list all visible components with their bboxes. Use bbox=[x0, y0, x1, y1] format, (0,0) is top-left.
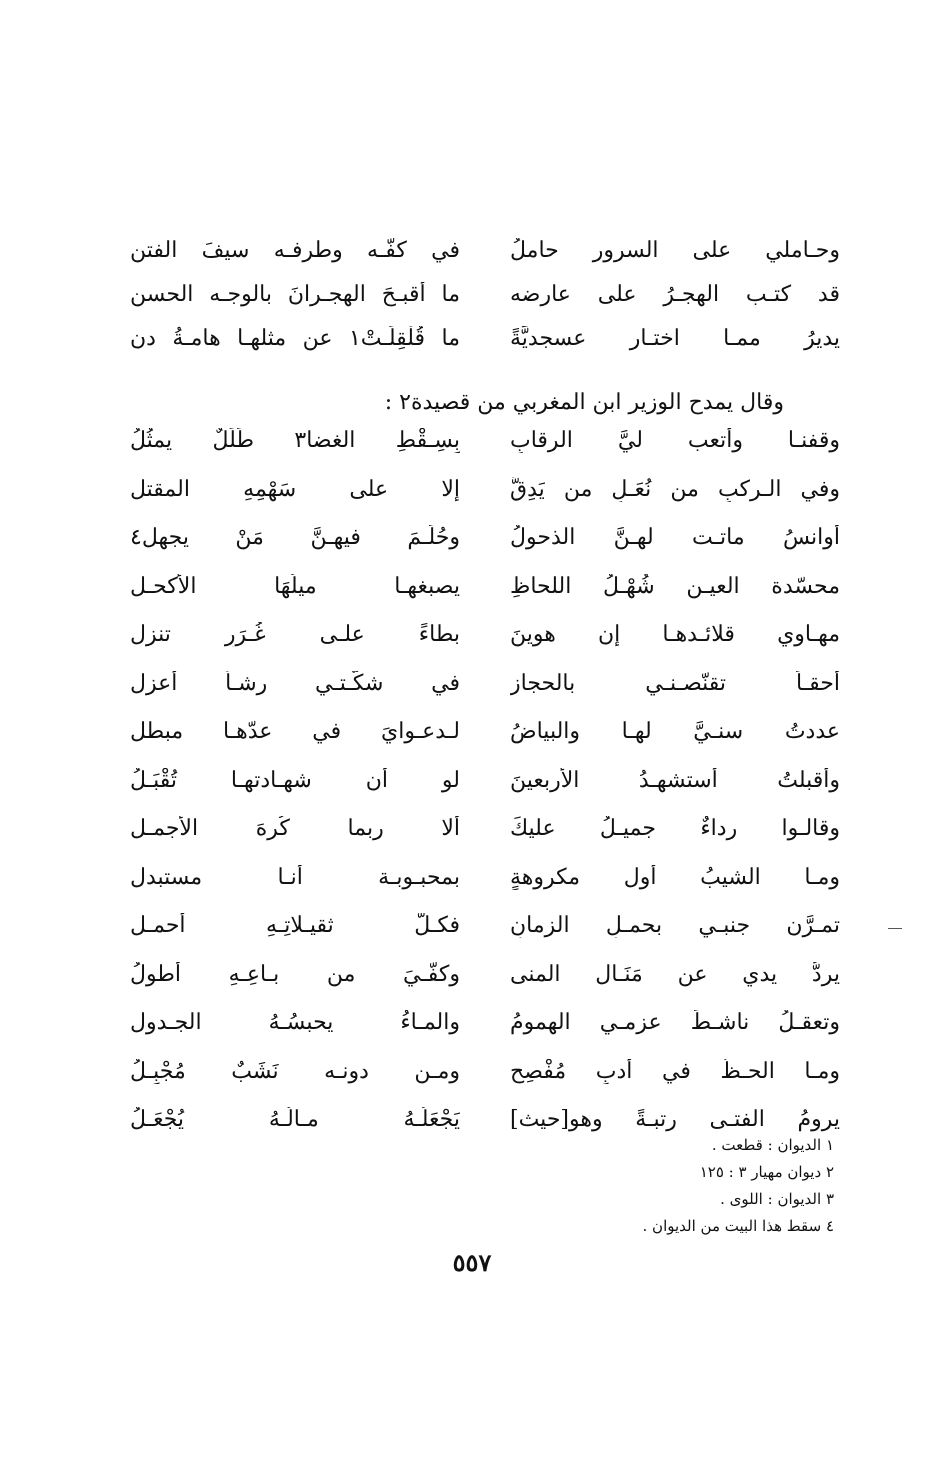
verse-group-2 bbox=[130, 428, 840, 1156]
verse-first-hemistich: يديرُ ممـا اختـار عسجديَّةً bbox=[510, 326, 840, 351]
footnotes bbox=[643, 1132, 834, 1240]
verse-line bbox=[130, 865, 840, 914]
verse-line bbox=[130, 1010, 840, 1059]
verse-second-hemistich: ما قُلْقِلَـتْ١ عن مثلهـا هامـةُ دن bbox=[130, 326, 460, 351]
verse-first-hemistich: وقالـوا رداءٌ جميـلُ عليكَ bbox=[510, 816, 840, 841]
verse-line bbox=[130, 622, 840, 671]
verse-line bbox=[130, 238, 840, 282]
footnote: ٢ ديوان مهيار ٣ : ١٢٥ bbox=[699, 1163, 834, 1181]
verse-first-hemistich: محسّدة العيـن شُهْـلُ اللحاظِ bbox=[510, 573, 840, 599]
verse-line bbox=[130, 525, 840, 574]
verse-first-hemistich: وحـاملي على السرورِ حاملُ bbox=[510, 238, 840, 263]
verse-first-hemistich: أحقـاً تقنّصـنـي بالحجازِ bbox=[510, 670, 840, 696]
margin-mark bbox=[888, 928, 902, 929]
verse-second-hemistich: والمـاءُ يحبسُـهُ الجـدول bbox=[130, 1010, 460, 1035]
verse-second-hemistich: بمحبـوبـة أنـا مستبدل bbox=[130, 864, 460, 890]
verse-second-hemistich: إلا على سَهْمِهِ المقتل bbox=[130, 476, 460, 502]
verse-second-hemistich: ألا ربما كُرِهَ الأجمـل bbox=[130, 816, 460, 841]
verse-first-hemistich: يردُّ يدي عن مَنَـال المنى bbox=[510, 961, 840, 987]
verse-second-hemistich: يصبغهـا ميلُهَا الأكحـل bbox=[130, 573, 460, 599]
footnote: ٣ الديوان : اللوى . bbox=[720, 1190, 834, 1208]
verse-line bbox=[130, 962, 840, 1011]
verse-line bbox=[130, 768, 840, 817]
verse-first-hemistich: عددتُ سنـيَّ لهـا والبياضُ bbox=[510, 719, 840, 744]
verse-line bbox=[130, 428, 840, 477]
verse-first-hemistich: مهـاوي قلائـدهـا إن هوينَ bbox=[510, 622, 840, 647]
verse-second-hemistich: وحُلِّـمَ فيهـنَّ مَنْ يجهل٤ bbox=[130, 525, 460, 550]
verse-second-hemistich: في كفّـه وطرفـه سيفَ الفتن bbox=[130, 238, 460, 263]
verse-first-hemistich: وقفنـا وأتعب ليَّ الرقابِ bbox=[510, 428, 840, 453]
verse-second-hemistich: يَجْعَلُـهُ مـالُـهُ يُجْعَـلُ bbox=[130, 1107, 460, 1132]
footnote: ٤ سقط هذا البيت من الديوان . bbox=[642, 1217, 834, 1235]
verse-second-hemistich: بطاءً علـى غُـرَرٍ تنزل bbox=[130, 622, 460, 647]
verse-line bbox=[130, 282, 840, 326]
poem-introduction: وقال يمدح الوزير ابن المغربي من قصيدة٢ : bbox=[384, 390, 784, 415]
verse-second-hemistich: بِسِـقْطِ الغضا٣ طَلَلٌ يمثُلُ bbox=[130, 428, 460, 453]
verse-line bbox=[130, 326, 840, 370]
verse-line bbox=[130, 719, 840, 768]
verse-group-1 bbox=[130, 238, 840, 370]
verse-first-hemistich: ومـا الشيبُ أول مكروهةٍ bbox=[510, 864, 840, 890]
verse-first-hemistich: قد كتـب الهجـرُ على عارضه bbox=[510, 282, 840, 307]
verse-line bbox=[130, 913, 840, 962]
verse-line bbox=[130, 671, 840, 720]
verse-line bbox=[130, 1059, 840, 1108]
verse-first-hemistich: وفي الـركبِ من نُعَـلٍ من يَدِقُّ bbox=[510, 476, 840, 502]
verse-line bbox=[130, 477, 840, 526]
verse-second-hemistich: لـدعـوايَ في عدّهـا مبطل bbox=[130, 719, 460, 744]
verse-second-hemistich: ومـن دونـه نَشَبٌ مُجْبِـلُ bbox=[130, 1058, 460, 1084]
page-number: ٥٥٧ bbox=[452, 1248, 492, 1277]
verse-second-hemistich: في شكّـتـي رشـأ أعزل bbox=[130, 670, 460, 696]
verse-line bbox=[130, 574, 840, 623]
verse-second-hemistich: لو أن شهـادتهـا تُقْبَـلُ bbox=[130, 767, 460, 793]
verse-first-hemistich: أوانسُ ماتـت لهـنَّ الذحولُ bbox=[510, 525, 840, 550]
verse-first-hemistich: ومـا الحـظَّ في أدبٍ مُفْصِحٍ bbox=[510, 1058, 840, 1084]
verse-line bbox=[130, 816, 840, 865]
verse-second-hemistich: فكـلَّ ثقيـلاتِـهِ أحمـل bbox=[130, 913, 460, 938]
verse-first-hemistich: وتعقـلُ ناشـطَ عزمـي الهمومُ bbox=[510, 1010, 840, 1035]
footnote: ١ الديوان : قطعت . bbox=[711, 1136, 834, 1154]
verse-second-hemistich: ما أقبـحَ الهجـرانَ بالوجـه الحسن bbox=[130, 282, 460, 307]
verse-first-hemistich: تمـرَّن جنبـي بحمـلِ الزمانِ bbox=[510, 913, 840, 938]
verse-first-hemistich: يرومُ الفتـى رتبـةً وهو[حيث] bbox=[510, 1107, 840, 1132]
verse-second-hemistich: وكفّـيَ من بـاعِـهِ أطولُ bbox=[130, 961, 460, 987]
verse-first-hemistich: وأقبلتُ أستشهـدُ الأربعينَ bbox=[510, 767, 840, 793]
